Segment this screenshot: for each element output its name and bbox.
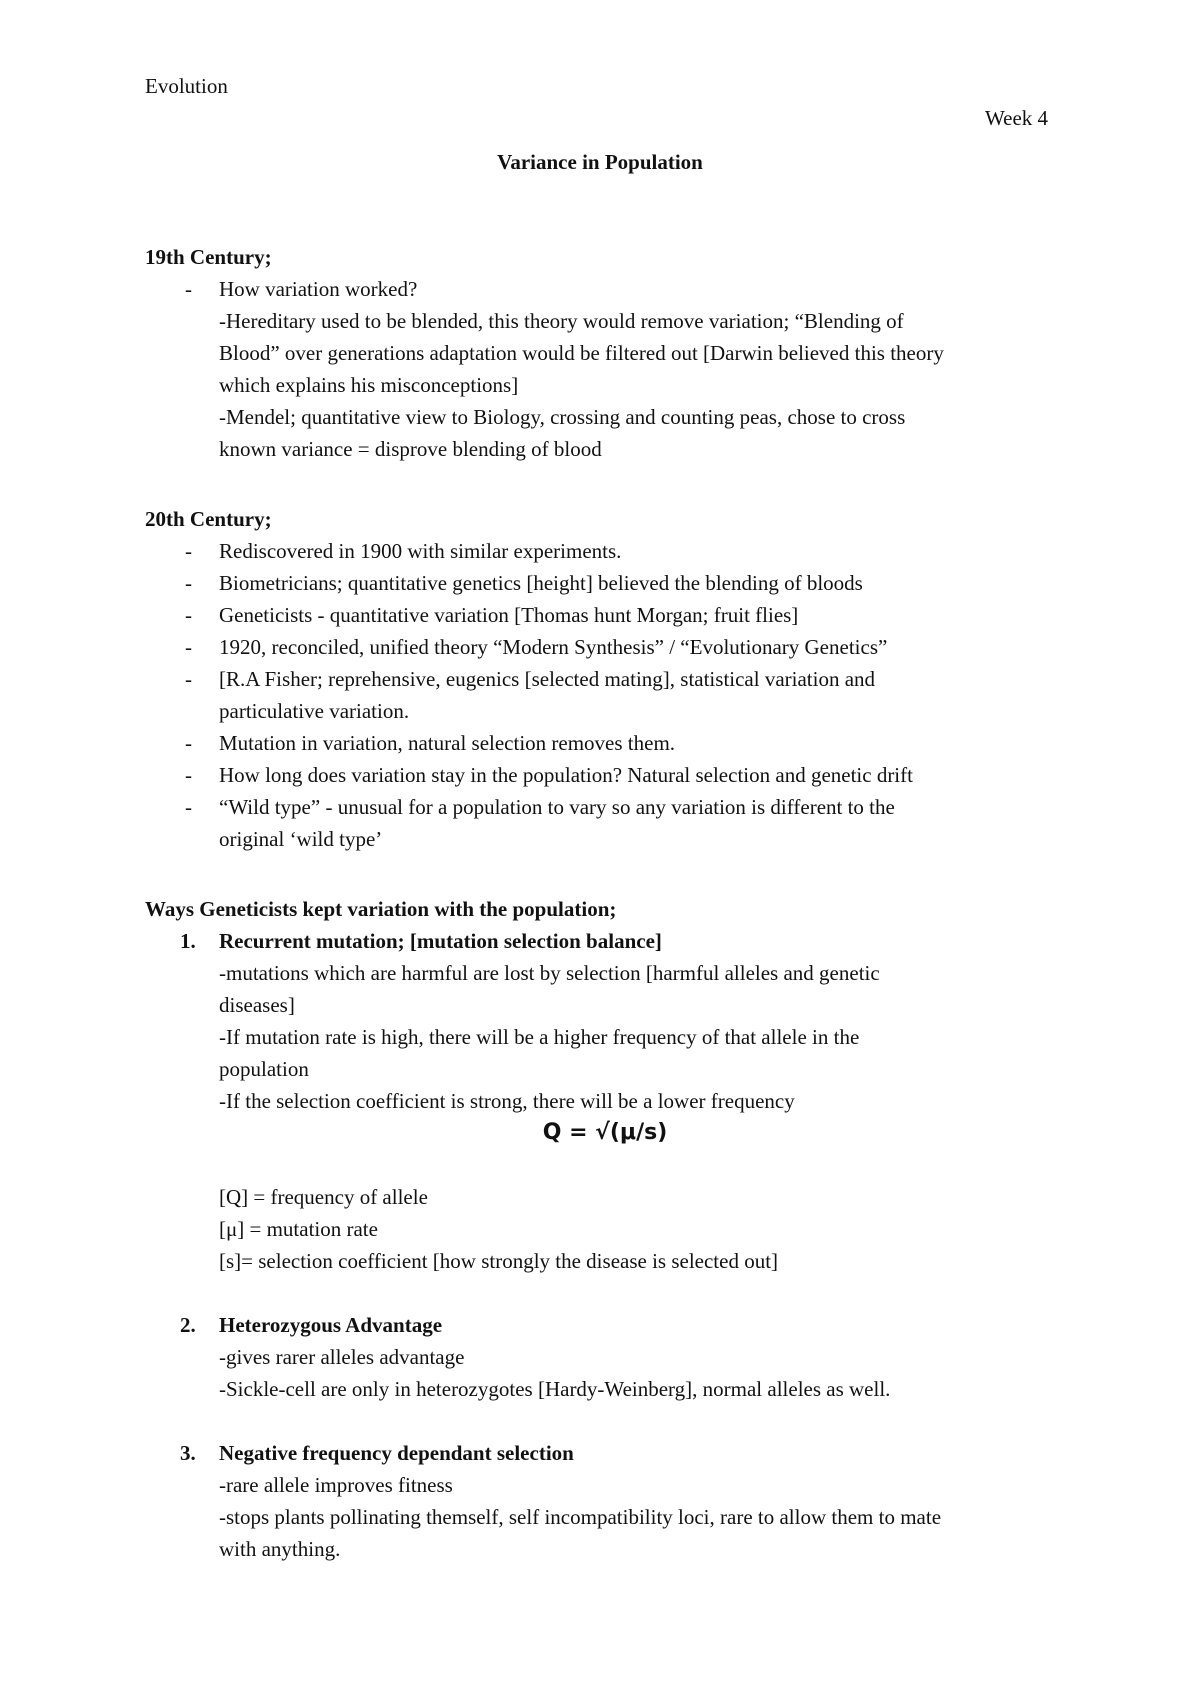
text-line: How variation worked? — [219, 277, 418, 301]
text-line: -Mendel; quantitative view to Biology, crossing and counting peas, chose to cross — [219, 405, 906, 429]
text-line: “Wild type” - unusual for a population to vary so any variation is different to the — [219, 795, 895, 819]
section-19th-century — [145, 241, 1065, 465]
spacer — [219, 1149, 1065, 1181]
list-item — [145, 599, 1065, 631]
page-title: Variance in Population — [497, 150, 703, 174]
section-heading: 20th Century; — [145, 507, 272, 531]
text-line: Geneticists - quantitative variation [Thomas hunt Morgan; fruit flies] — [219, 603, 799, 627]
dash-bullet: - — [185, 667, 192, 691]
text-line: 1920, reconciled, unified theory “Modern Synthesis” / “Evolutionary Genetics” — [219, 635, 888, 659]
text-line: Rediscovered in 1900 with similar experiments. — [219, 539, 622, 563]
list-item — [145, 273, 1065, 465]
text-line: -mutations which are harmful are lost by selection [harmful alleles and genetic — [219, 961, 880, 985]
list-item — [145, 791, 1065, 855]
item-title: Recurrent mutation; [mutation selection balance] — [219, 929, 662, 953]
list-item — [145, 535, 1065, 567]
bullet-list — [145, 535, 1065, 855]
numbered-item-heterozygous-advantage — [145, 1309, 1065, 1437]
text-line: -gives rarer alleles advantage — [219, 1345, 465, 1369]
text-line: Biometricians; quantitative genetics [height] believed the blending of bloods — [219, 571, 863, 595]
text-line: Blood” over generations adaptation would be filtered out [Darwin believed this theory — [219, 341, 944, 365]
text-line: population — [219, 1057, 309, 1081]
week-header: Week 4 — [985, 106, 1049, 130]
dash-bullet: - — [185, 539, 192, 563]
text-line: known variance = disprove blending of blood — [219, 437, 602, 461]
text-line: -Hereditary used to be blended, this theory would remove variation; “Blending of — [219, 309, 904, 333]
section-heading: Ways Geneticists kept variation with the population; — [145, 897, 617, 921]
definition-line: [s]= selection coefficient [how strongly the disease is selected out] — [219, 1249, 779, 1273]
section-heading: 19th Century; — [145, 245, 272, 269]
formula: Q = √(μ/s) — [542, 1120, 668, 1145]
dash-bullet: - — [185, 731, 192, 755]
dash-bullet: - — [185, 603, 192, 627]
dash-bullet: - — [185, 763, 192, 787]
numbered-item-negative-frequency — [145, 1437, 1065, 1565]
spacer — [219, 1277, 1065, 1309]
subject-header: Evolution — [145, 74, 228, 98]
bullet-list — [145, 273, 1065, 465]
text-line: How long does variation stay in the population? Natural selection and genetic drift — [219, 763, 913, 787]
dash-bullet: - — [185, 795, 192, 819]
item-title: Heterozygous Advantage — [219, 1313, 443, 1337]
text-line: -If the selection coefficient is strong, there will be a lower frequency — [219, 1089, 795, 1113]
text-line: -If mutation rate is high, there will be a higher frequency of that allele in the — [219, 1025, 860, 1049]
text-line: original ‘wild type’ — [219, 827, 383, 851]
text-line: particulative variation. — [219, 699, 410, 723]
text-line: -Sickle-cell are only in heterozygotes [Hardy-Weinberg], normal alleles as well. — [219, 1377, 891, 1401]
text-line: which explains his misconceptions] — [219, 373, 519, 397]
section-20th-century — [145, 503, 1065, 855]
dash-bullet: - — [185, 277, 192, 301]
spacer — [219, 1405, 1065, 1437]
item-number: 2. — [180, 1313, 196, 1337]
text-line: with anything. — [219, 1537, 341, 1561]
text-line: diseases] — [219, 993, 295, 1017]
item-number: 3. — [180, 1441, 196, 1465]
item-number: 1. — [180, 929, 196, 953]
list-item — [145, 631, 1065, 663]
text-line: -rare allele improves fitness — [219, 1473, 453, 1497]
dash-bullet: - — [185, 571, 192, 595]
definition-line: [Q] = frequency of allele — [219, 1185, 428, 1209]
definition-line: [μ] = mutation rate — [219, 1217, 378, 1241]
numbered-item-recurrent-mutation — [145, 925, 1065, 1309]
numbered-list — [145, 925, 1065, 1565]
item-title: Negative frequency dependant selection — [219, 1441, 574, 1465]
text-line: -stops plants pollinating themself, self incompatibility loci, rare to allow them to mate — [219, 1505, 942, 1529]
list-item — [145, 663, 1065, 727]
text-line: [R.A Fisher; reprehensive, eugenics [selected mating], statistical variation and — [219, 667, 876, 691]
list-item — [145, 727, 1065, 759]
text-line: Mutation in variation, natural selection removes them. — [219, 731, 676, 755]
list-item — [145, 759, 1065, 791]
dash-bullet: - — [185, 635, 192, 659]
section-ways-geneticists — [145, 893, 1065, 1565]
list-item — [145, 567, 1065, 599]
